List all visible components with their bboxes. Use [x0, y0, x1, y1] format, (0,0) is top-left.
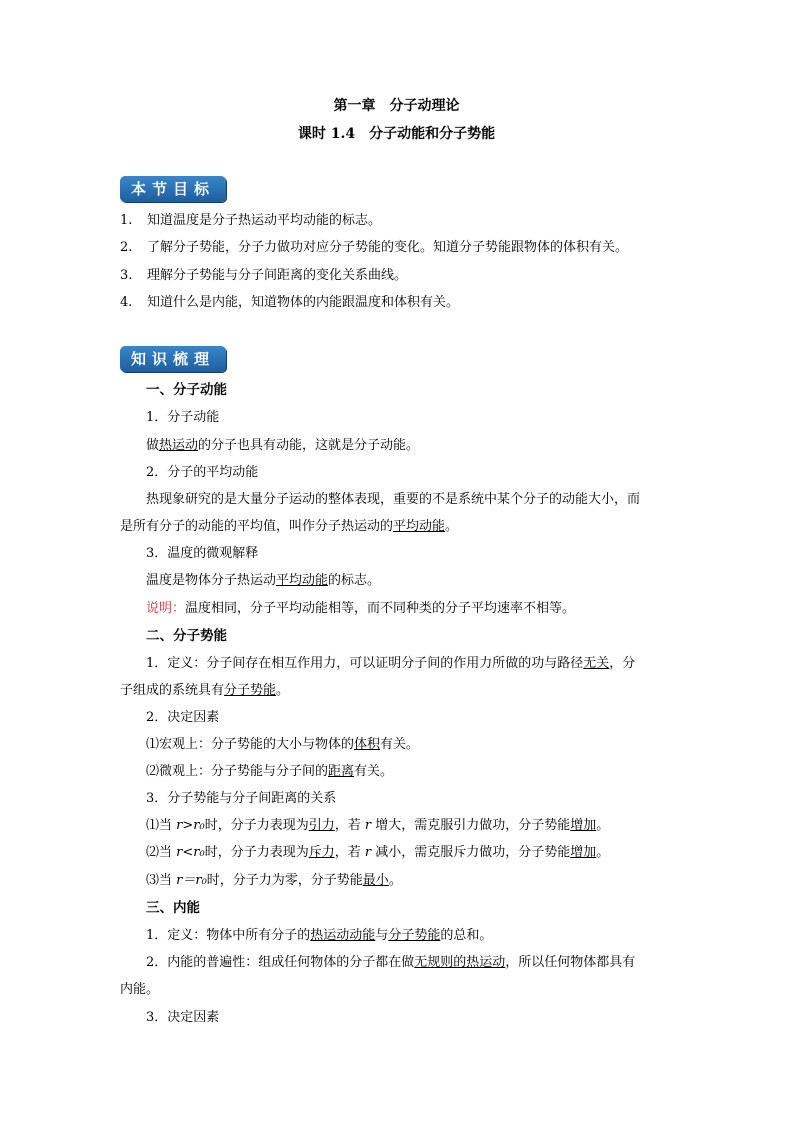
- note-line: [146, 601, 575, 617]
- paragraph-3: [146, 573, 380, 589]
- text-span: 有关。: [380, 737, 420, 752]
- goal-num: 1.: [120, 213, 133, 228]
- text-span: 。: [596, 845, 610, 860]
- answer-underline: 无关: [583, 656, 610, 671]
- goal-text: 知道温度是分子热运动平均动能的标志。: [147, 213, 382, 228]
- answer-underline: 平均动能: [276, 573, 329, 588]
- paragraph-2-line-2: [120, 519, 458, 535]
- answer-underline: 最小: [362, 873, 389, 888]
- note-text: 温度相同，分子平均动能相等，而不同种类的分子平均速率不相等。: [185, 601, 576, 616]
- text-span: 的分子也具有动能，这就是分子动能。: [198, 438, 420, 453]
- text-span: 有关。: [354, 764, 394, 779]
- answer-underline: 分子势能: [224, 683, 277, 698]
- math-span: r>r₀: [176, 818, 205, 833]
- math-span: r<r₀: [176, 845, 205, 860]
- answer-underline: 平均动能: [393, 519, 446, 534]
- text-span: ⑵当: [146, 845, 177, 860]
- answer-underline: 增加: [570, 845, 597, 860]
- heading-molecular-potential: 二、分子势能: [146, 628, 227, 644]
- text-span: 1．定义：物体中所有分子的: [146, 928, 311, 943]
- text-span: 增大，需克服引力做功，分子势能: [371, 818, 571, 833]
- text-span: 时，分子力表现为: [204, 845, 309, 860]
- goals-badge: 本节目标: [120, 176, 226, 202]
- lesson-title: 课时 1.4 分子动能和分子势能: [297, 126, 496, 142]
- text-span: 。: [596, 818, 610, 833]
- text-span: 与: [375, 928, 389, 943]
- paragraph-2-line-1: 热现象研究的是大量分子运动的整体表现，重要的不是系统中某个分子的动能大小，而: [146, 492, 641, 507]
- text-span: 的标志。: [328, 573, 381, 588]
- subheading-relation: 3．分子势能与分子间距离的关系: [146, 791, 337, 806]
- text-span: 减小，需克服斥力做功，分子势能: [371, 845, 571, 860]
- goal-num: 3.: [120, 268, 133, 283]
- math-span: r＝r₀: [176, 873, 207, 888]
- factor-micro: [146, 764, 393, 780]
- text-span: 2．内能的普遍性：组成任何物体的分子都在做: [146, 955, 415, 970]
- text-span: ，若: [334, 845, 365, 860]
- answer-underline: 斥力: [308, 845, 335, 860]
- relation-case-1: [146, 818, 609, 834]
- goal-item-2: [120, 240, 628, 256]
- heading-molecular-kinetic: 一、分子动能: [146, 382, 227, 398]
- text-span: 做: [146, 438, 160, 453]
- answer-underline: 无规则的热运动: [414, 955, 506, 970]
- answer-underline: 热运动动能: [310, 928, 376, 943]
- goal-item-1: [120, 213, 381, 229]
- text-span: ，若: [334, 818, 365, 833]
- definition-line-1: [146, 656, 635, 672]
- relation-case-3: [146, 873, 402, 889]
- text-span: ⑴宏观上：分子势能的大小与物体的: [146, 737, 355, 752]
- subheading-factors: 2．决定因素: [146, 710, 220, 725]
- internal-universality-line-2: 内能。: [120, 982, 160, 997]
- paragraph-1: [146, 438, 419, 454]
- text-span: 。: [388, 873, 402, 888]
- text-span: 子组成的系统具有: [120, 683, 225, 698]
- relation-case-2: [146, 845, 609, 861]
- answer-underline: 距离: [328, 764, 355, 779]
- goal-text: 理解分子势能与分子间距离的变化关系曲线。: [147, 268, 408, 283]
- answer-underline: 引力: [308, 818, 335, 833]
- answer-underline: 体积: [354, 737, 381, 752]
- subheading-1: 1．分子动能: [146, 410, 220, 425]
- answer-underline: 增加: [570, 818, 597, 833]
- goal-num: 4.: [120, 295, 133, 310]
- heading-internal-energy: 三、内能: [146, 900, 200, 916]
- knowledge-badge: 知识梳理: [120, 346, 226, 372]
- chapter-title: 第一章 分子动理论: [333, 98, 460, 114]
- goal-item-3: [120, 268, 407, 284]
- math-span: r: [364, 845, 372, 860]
- text-span: 时，分子力表现为: [204, 818, 309, 833]
- text-span: ⑴当: [146, 818, 177, 833]
- text-span: 。: [276, 683, 290, 698]
- definition-line-2: [120, 683, 289, 699]
- text-span: ⑶当: [146, 873, 177, 888]
- math-span: r: [364, 818, 372, 833]
- answer-underline: 热运动: [159, 438, 199, 453]
- text-span: ，分: [609, 656, 636, 671]
- text-span: ⑵微观上：分子势能与分子间的: [146, 764, 329, 779]
- text-span: 。: [445, 519, 459, 534]
- goal-text: 了解分子势能，分子力做功对应分子势能的变化。知道分子势能跟物体的体积有关。: [147, 240, 629, 255]
- subheading-3: 3．温度的微观解释: [146, 546, 259, 561]
- internal-universality-line-1: [146, 955, 635, 971]
- text-span: 温度是物体分子热运动: [146, 573, 277, 588]
- goal-text: 知道什么是内能，知道物体的内能跟温度和体积有关。: [147, 295, 460, 310]
- subheading-internal-factors: 3．决定因素: [146, 1010, 220, 1025]
- goal-item-4: [120, 295, 459, 311]
- text-span: ，所以任何物体都具有: [505, 955, 636, 970]
- text-span: 是所有分子的动能的平均值，叫作分子热运动的: [120, 519, 394, 534]
- answer-underline: 分子势能: [388, 928, 441, 943]
- goal-num: 2.: [120, 240, 133, 255]
- internal-definition: [146, 928, 492, 944]
- subheading-2: 2．分子的平均动能: [146, 465, 259, 480]
- text-span: 的总和。: [440, 928, 493, 943]
- text-span: 时，分子力为零，分子势能: [206, 873, 363, 888]
- factor-macro: [146, 737, 419, 753]
- text-span: 1．定义：分子间存在相互作用力，可以证明分子间的作用力所做的功与路径: [146, 656, 584, 671]
- note-label: 说明：: [146, 601, 186, 616]
